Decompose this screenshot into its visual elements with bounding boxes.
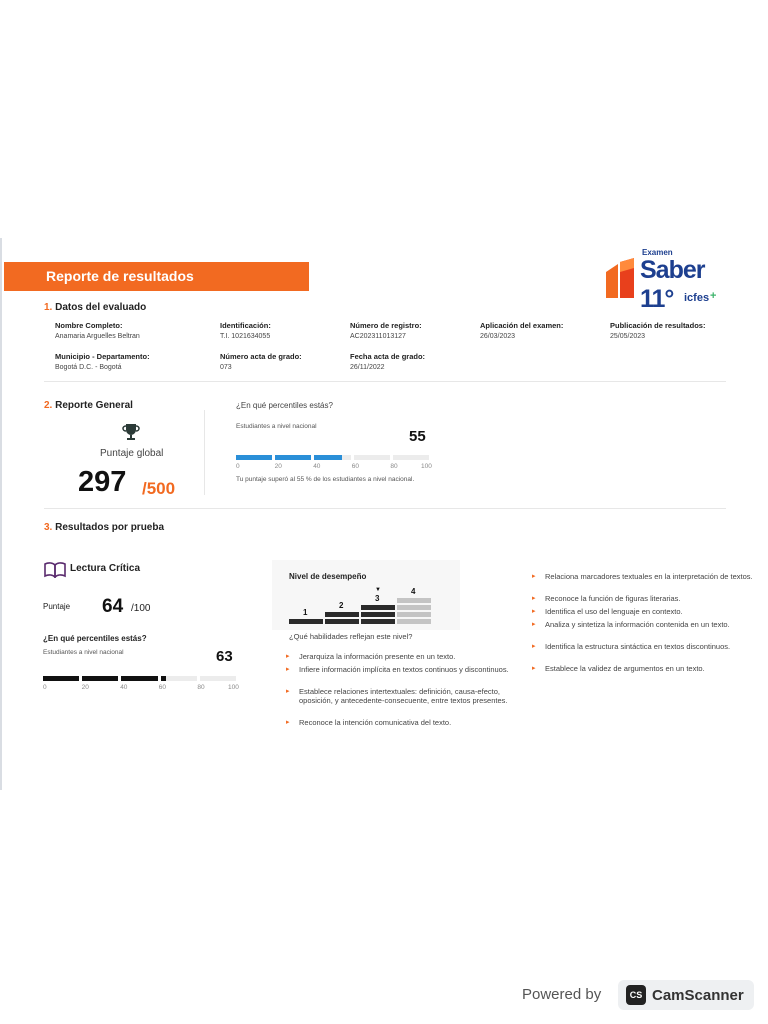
logo-icfes: icfes [684,292,710,304]
report-title: Reporte de resultados [46,268,194,284]
nivel-step-block [397,619,431,624]
camscanner-label: CamScanner [652,987,744,1004]
logo-saber: Saber 11° [640,256,705,313]
nivel-step-block [325,619,359,624]
global-score-max: /500 [142,479,176,498]
saber11-logo [604,248,734,313]
habilidad-item: ▸ Reconoce la intención comunicativa del texto. [286,718,452,727]
habilidad-item: ▸ Establece la validez de argumentos en un texto. [532,664,705,673]
subject-tick-label: 0 [43,684,47,691]
nivel-step-block [325,612,359,617]
acta-label: Número acta de grado: [220,352,302,361]
bar-segment [393,455,429,460]
subject-tick-label: 40 [120,684,128,691]
powered-by-label: Powered by [522,986,602,1003]
subject-percentile-value: 63 [216,648,233,665]
book-icon [44,562,66,578]
general-tick-label: 0 [236,463,240,470]
registro-label: Número de registro: [350,321,422,330]
bullet-icon: ▸ [532,608,536,615]
subject-title: Lectura Crítica [70,563,141,574]
nivel-step-label: 3 [375,594,380,603]
identificacion-label: Identificación: [220,321,271,330]
bar-fill [121,676,157,681]
nivel-step-block [289,619,323,624]
divider [44,508,726,509]
nivel-step-block [361,605,395,610]
habilidad-item: ▸ Reconoce la función de figuras literarias. [532,594,681,603]
section1-title: 1. Datos del evaluado [44,302,147,313]
divider [44,381,726,382]
bullet-icon: ▸ [532,595,536,602]
habilidad-item: ▸ Establece relaciones intertextuales: definición, causa-efecto, oposición, y antecedente-consecuente, entre textos presentes. [286,687,508,705]
section2-title: 2. Reporte General [44,400,133,411]
aplicacion-value: 26/03/2023 [480,333,516,340]
nombre-label: Nombre Completo: [55,321,123,330]
bar-fill [314,455,341,460]
bullet-icon: ▸ [532,643,536,650]
nacional-label: Estudiantes a nivel nacional [236,423,317,430]
bar-segment [200,676,236,681]
nivel-title: Nivel de desempeño [289,572,367,581]
percentile-question: ¿En qué percentiles estás? [236,401,333,410]
logo-plus: + [710,290,717,302]
acta-value: 073 [220,364,232,371]
subject-percentile-question: ¿En qué percentiles estás? [43,634,147,643]
percentile-value: 55 [409,428,426,445]
municipio-label: Municipio - Departamento: [55,352,150,361]
bar-fill [43,676,79,681]
trophy-icon [121,423,141,441]
nivel-step-label: 2 [339,601,344,610]
section3-title: 3. Resultados por prueba [44,522,165,533]
bar-fill [82,676,118,681]
bullet-icon: ▸ [532,665,536,672]
nombre-value: Anamaria Arguelles Beltran [55,333,140,340]
global-score: 297 [78,466,127,498]
habilidad-item: ▸ Identifica la estructura sintáctica en textos discontinuos. [532,642,731,651]
general-tick-label: 80 [390,463,398,470]
publicacion-label: Publicación de resultados: [610,321,706,330]
fecha-acta-label: Fecha acta de grado: [350,352,426,361]
icfes-flag-icon [604,258,638,300]
habilidad-item: ▸ Infiere información implícita en textos continuos y discontinuos. [286,665,509,674]
subject-score-max: /100 [131,603,151,614]
bar-segment [354,455,390,460]
nivel-step-block [361,612,395,617]
habilidad-item: ▸ Relaciona marcadores textuales en la interpretación de textos. [532,572,753,581]
bullet-icon: ▸ [532,573,536,580]
report-banner [4,262,309,291]
general-tick-label: 100 [421,463,432,470]
bullet-icon: ▸ [286,653,290,660]
current-level-marker-icon: ▼ [375,587,381,593]
fecha-acta-value: 26/11/2022 [350,364,385,371]
subject-tick-label: 20 [81,684,89,691]
subject-tick-label: 80 [197,684,205,691]
bullet-icon: ▸ [286,688,290,695]
nivel-step-block [361,619,395,624]
bar-fill [161,676,166,681]
nivel-step-block [397,598,431,603]
bar-segment [161,676,197,681]
habilidad-item: ▸ Jerarquiza la información presente en un texto. [286,652,456,661]
habilidad-item: ▸ Identifica el uso del lenguaje en contexto. [532,607,683,616]
publicacion-value: 25/05/2023 [610,333,646,340]
general-tick-label: 20 [274,463,282,470]
habilidades-question: ¿Qué habilidades reflejan este nivel? [289,632,413,641]
vertical-divider [204,410,205,495]
logo-examen: Examen [642,248,673,257]
subject-tick-label: 60 [158,684,167,691]
subject-tick-label: 100 [228,684,239,691]
camscanner-logo-icon: CS [626,985,646,1005]
puntaje-global-label: Puntaje global [100,448,164,459]
percentile-note: Tu puntaje superó al 55 % de los estudiantes a nivel nacional. [236,476,415,483]
subject-puntaje-label: Puntaje [43,602,71,611]
bar-fill [236,455,272,460]
aplicacion-label: Aplicación del examen: [480,321,564,330]
nivel-step-block [397,605,431,610]
subject-nacional-label: Estudiantes a nivel nacional [43,649,124,656]
nivel-step-block [397,612,431,617]
general-tick-label: 40 [313,463,321,470]
municipio-value: Bogotá D.C. - Bogotá [55,364,122,371]
registro-value: AC202311013127 [350,333,406,340]
bullet-icon: ▸ [532,621,536,628]
subject-score: 64 [102,596,124,617]
identificacion-value: T.I. 1021634055 [220,333,271,340]
bullet-icon: ▸ [286,719,290,726]
nivel-step-label: 4 [411,587,416,596]
habilidad-item: ▸ Analiza y sintetiza la información contenida en un texto. [532,620,730,629]
general-tick-label: 60 [351,463,360,470]
bar-fill [275,455,311,460]
bullet-icon: ▸ [286,666,290,673]
nivel-step-label: 1 [303,608,308,617]
